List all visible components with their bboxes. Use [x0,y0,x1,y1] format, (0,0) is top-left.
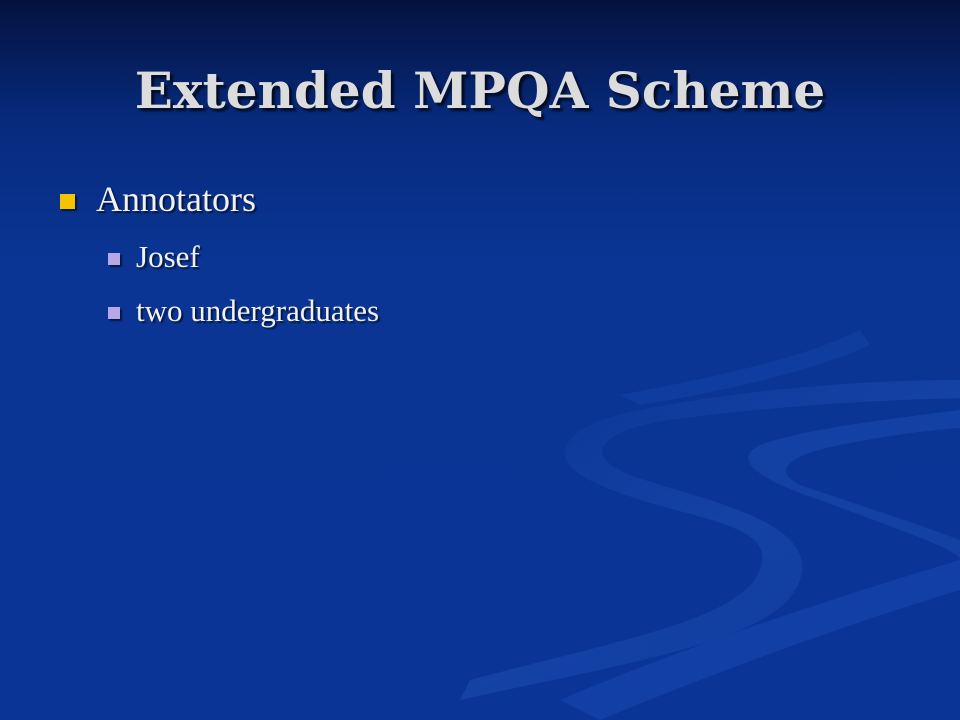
bullet-item-annotators [60,174,256,224]
sub-bullet-label: two undergraduates [136,293,380,328]
sub-bullet-item-undergraduates [108,290,379,332]
square-sub-bullet-icon [108,307,120,319]
square-sub-bullet-icon [108,253,120,265]
slide-title: Extended MPQA Scheme [134,61,826,120]
square-bullet-icon [60,194,75,209]
sub-bullet-label: Josef [136,239,200,274]
sub-bullet-item-josef [108,236,200,278]
bullet-label: Annotators [96,179,256,219]
